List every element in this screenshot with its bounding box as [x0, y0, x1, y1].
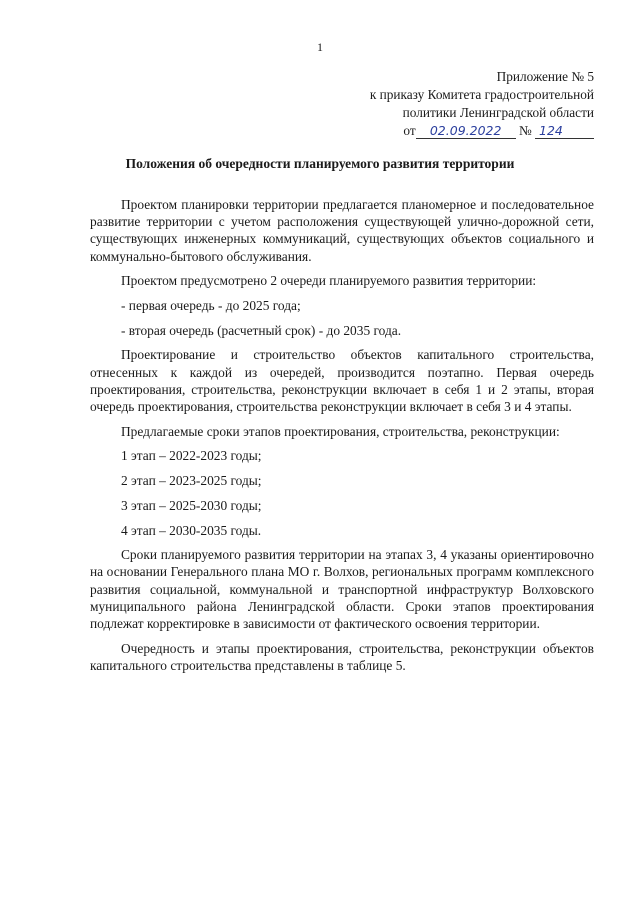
paragraph-stages-count: Проектом предусмотрено 2 очереди планируемого развития территории: [121, 273, 537, 289]
list-item-phase-1: 1 этап – 2022-2023 годы; [121, 448, 262, 464]
appendix-header [370, 68, 594, 140]
page-number: 1 [317, 40, 323, 54]
number-prefix: № [518, 123, 532, 138]
date-prefix: от [403, 123, 416, 138]
paragraph-phasing: Проектирование и строительство объектов капитального строительства, отнесенных к каждой из очередей, производится поэтапно. Первая очередь проектирования, строительства, реконструкции включает в себя 1 и 2 этапы, вторая очередь проектирования, строительства реконструкции включает в себя 3 и 4 этапы. [90, 347, 594, 415]
document-body [90, 196, 594, 682]
list-item-phase-3: 3 этап – 2025-2030 годы; [121, 497, 262, 513]
appendix-order-ref: к приказу Комитета градостроительной [369, 87, 594, 102]
date-number-line [370, 122, 594, 140]
paragraph-basis: Сроки планируемого развития территории на этапах 3, 4 указаны ориентировочно на основании Генерального плана МО г. Волхов, региональных программ комплексного развития социальной, коммунальной и транспортной инфраструктур Волховского муниципального района Ленинградской области. Сроки этапов проектирования подлежат корректировке в зависимости от фактического освоения территории. [90, 547, 594, 632]
paragraph-table-ref: Очередность и этапы проектирования, строительства, реконструкции объектов капитального строительства представлены в таблице 5. [90, 640, 594, 673]
handwritten-number: 124 [535, 123, 594, 139]
document-title: Положения об очередности планируемого развития территории [125, 156, 515, 171]
list-item-phase-2: 2 этап – 2023-2025 годы; [121, 473, 262, 489]
list-item-first-stage: - первая очередь - до 2025 года; [121, 298, 301, 314]
paragraph-intro: Проектом планировки территории предлагается планомерное и последовательное развитие территории с учетом расположения существующей улично-дорожной сети, существующих инженерных коммуникаций, существующих объектов социального и коммунально-бытового обслуживания. [90, 197, 594, 264]
list-item-second-stage: - вторая очередь (расчетный срок) - до 2035 года. [121, 322, 402, 338]
handwritten-date: 02.09.2022 [416, 123, 516, 139]
list-item-phase-4: 4 этап – 2030-2035 годы. [121, 522, 262, 538]
appendix-committee: политики Ленинградской области [402, 105, 594, 120]
paragraph-proposed-terms: Предлагаемые сроки этапов проектирования, строительства, реконструкции: [121, 423, 560, 439]
appendix-title: Приложение № 5 [496, 69, 594, 84]
